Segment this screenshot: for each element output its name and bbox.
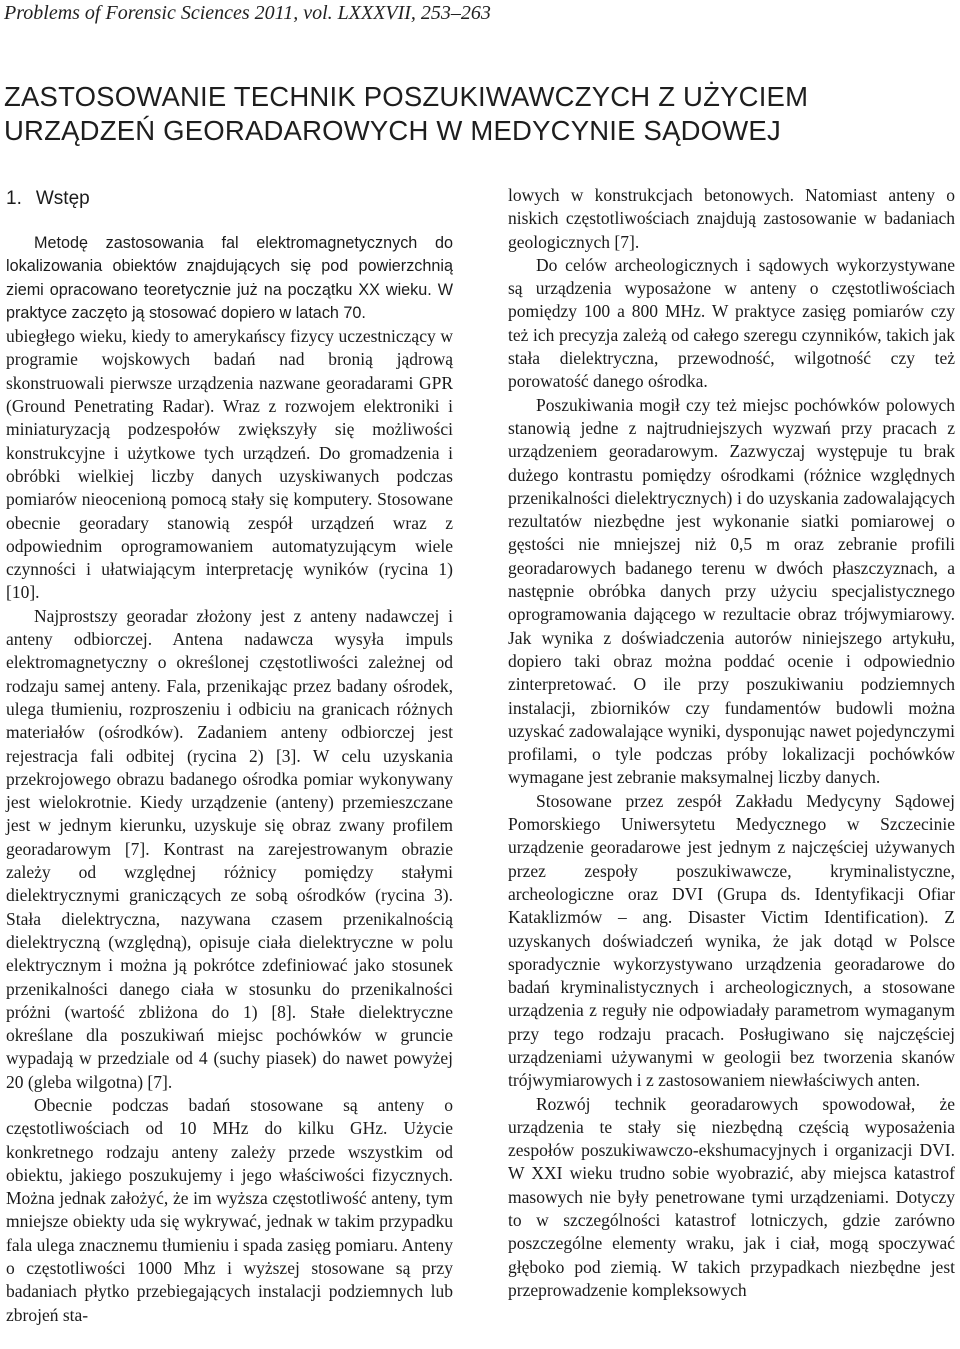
paragraph: Do celów archeologicznych i sądowych wykorzystywane są urządzenia wyposażone w anteny o częstotliwościach pomiędzy 100 a 800 MHz. W praktyce zasięg pomiarów czy też ich precyzja zależą od całego szeregu czynników, takich jak stała dielektryczna, przewodność, wilgotność czy też porowatość danego ośrodka.: [508, 254, 955, 392]
paragraph: lowych w konstrukcjach betonowych. Natomiast anteny o niskich częstotliwościach znajdują zastosowanie w badaniach geologicznych [7].: [508, 185, 955, 252]
running-header: Problems of Forensic Sciences 2011, vol. LXXXVII, 253–263: [4, 2, 491, 24]
paragraph: Obecnie podczas badań stosowane są anteny o częstotliwościach od 10 MHz do kilku GHz. Użycie konkretnego rodzaju anteny zależy przede wszystkim od obiektu, jakiego poszukujemy i jego właściwości fizycznych. Można jednak założyć, że im wyższa częstotliwość anteny, tym mniejsze obiekty uda się wykrywać, jednak w takim przypadku fala ulega znacznemu tłumieniu i spada zasięg pomiaru. Anteny o częstotliwości 1000 Mhz i wyższej stosowane są przy badaniach płytko przebiegających instalacji podziemnych lub zbrojeń sta-: [6, 1094, 453, 1325]
paragraph: Rozwój technik georadarowych spowodował, że urządzenia te stały się niezbędną częścią wyposażenia zespołów poszukiwawczo-ekshumacyjnych i organizacji DVI. W XXI wieku trudno sobie wyobrazić, aby miejsca katastrof masowych nie były penetrowane tymi urządzeniami. Dotyczy to w szczególności katastrof lotniczych, gdzie zarówno poszczególne elementy wraku, jak i ciał, mogą spoczywać głęboko pod ziemią. W takich przypadkach niezbędne jest przeprowadzenie kompleksowych: [508, 1093, 955, 1300]
paragraph: Stosowane przez zespół Zakładu Medycyny Sądowej Pomorskiego Uniwersytetu Medycznego w Szczecinie urządzenie georadarowe jest jednym z najczęściej używanych przez zespoły poszukiwawcze, kryminalistyczne, archeologiczne oraz DVI (Grupa ds. Identyfikacji Ofiar Kataklizmów – ang. Disaster Victim Identification). Z uzyskanych doświadczeń wynika, że jak dotąd w Polsce sporadycznie wykorzystywano urządzenia georadarowe do badań kryminalistycznych i archeologicznych, a stosowane urządzenia z reguły nie odpowiadały parametrom wymaganym przy tego rodzaju pracach. Posługiwano się najczęściej urządzeniami używanymi w geologii bez tworzenia skanów trójwymiarowych i z zastosowaniem niewłaściwych anten.: [508, 790, 955, 1091]
section-number: 1.: [6, 188, 22, 209]
section-heading: [6, 186, 453, 212]
section-title: Wstęp: [35, 188, 90, 209]
title-line-1: ZASTOSOWANIE TECHNIK POSZUKIWAWCZYCH Z UŻYCIEM: [4, 81, 809, 112]
article-title: [4, 80, 954, 148]
paragraph: Metodę zastosowania fal elektromagnetycznych do lokalizowania obiektów znajdujących się pod powierzchnią ziemi opracowano teoretycznie już na początku XX wieku. W praktyce zaczęto ją stosować dopiero w latach 70.: [6, 234, 453, 322]
paragraph: ubiegłego wieku, kiedy to amerykańscy fizycy uczestniczący w programie wojskowych badań nad bronią jądrową skonstruowali pierwsze urządzenia nazwane georadarami GPR (Ground Penetrating Radar). Wraz z rozwojem elektroniki i miniaturyzacją podzespołów zwiększyły się możliwości konstrukcyjne i użytkowe tych urządzeń. Do gromadzenia i obróbki wielkiej liczby danych uzyskiwanych podczas pomiarów nieocenioną pomocą stały się komputery. Stosowane obecnie georadary stanowią zespół urządzeń wraz z odpowiednim oprogramowaniem automatyzującym wiele czynności i ułatwiającym interpretację wyników (rycina 1) [10].: [6, 326, 453, 603]
right-column: [508, 184, 955, 1302]
paragraph: Poszukiwania mogił czy też miejsc pochówków polowych stanowią jedne z najtrudniejszych wyzwań przy pracach z urządzeniem georadarowym. Zazwyczaj występuje tu brak dużego kontrastu pomiędzy ośrodkami (różnice względnych przenikalności dielektrycznych) i do uzyskania zadowalających rezultatów niezbędne jest wykonanie siatki pomiarowej o gęstości nie mniejszej niż 0,5 m oraz zebranie profili georadarowych badanego terenu w dwóch płaszczyznach, a następnie obróbka danych przy użyciu specjalistycznego oprogramowania dającego w rezultacie obraz trójwymiarowy. Jak wynika z doświadczenia autorów niniejszego artykułu, dopiero taki obraz można poddać ocenie i odpowiednio zinterpretować. O ile przy poszukiwaniu podziemnych instalacji, zbiorników czy fundamentów budowli można uzyskać zadowalające wyniki, dysponując nawet pojedynczymi profilami, o tyle podczas próby lokalizacji pochówków wymagane jest zebranie maksymalnej liczby danych.: [508, 394, 955, 788]
left-column: [6, 184, 453, 1327]
paragraph: Najprostszy georadar złożony jest z anteny nadawczej i anteny odbiorczej. Antena nadawcza wysyła impuls elektromagnetyczny o określonej częstotliwości zależnej od rodzaju samej anteny. Fala, przenikając przez badany ośrodek, ulega tłumieniu, rozproszeniu i odbiciu na granicach różnych materiałów (ośrodków). Zadaniem anteny odbiorczej jest rejestracja fali odbitej (rycina 2) [3]. W celu uzyskania przekrojowego obrazu badanego ośrodka pomiar wykonywany jest wielokrotnie. Kiedy urządzenie (anteny) przemieszczane jest w jednym kierunku, uzyskuje się obraz zwany profilem georadarowym [7]. Kontrast na zarejestrowanym obrazie zależy od względnej różnicy pomiędzy stałymi dielektrycznymi graniczących ze sobą ośrodków (rycina 3). Stała dielektryczna, nazywana czasem przenikalnością dielektryczną (względną), opisuje ciała dielektryczne w polu elektrycznym i można ją pokrótce zdefiniować jako stosunek przenikalności danego ciała w stosunku do przenikalności próżni (wartość zbliżona do 1) [8]. Stałe dielektryczne określane dla poszukiwań miejsc pochówków w gruncie wypadają w przedziale od 4 (suchy piasek) do nawet powyżej 20 (gleba wilgotna) [7].: [6, 605, 453, 1092]
title-line-2: URZĄDZEŃ GEORADAROWYCH W MEDYCYNIE SĄDOWEJ: [4, 115, 781, 146]
